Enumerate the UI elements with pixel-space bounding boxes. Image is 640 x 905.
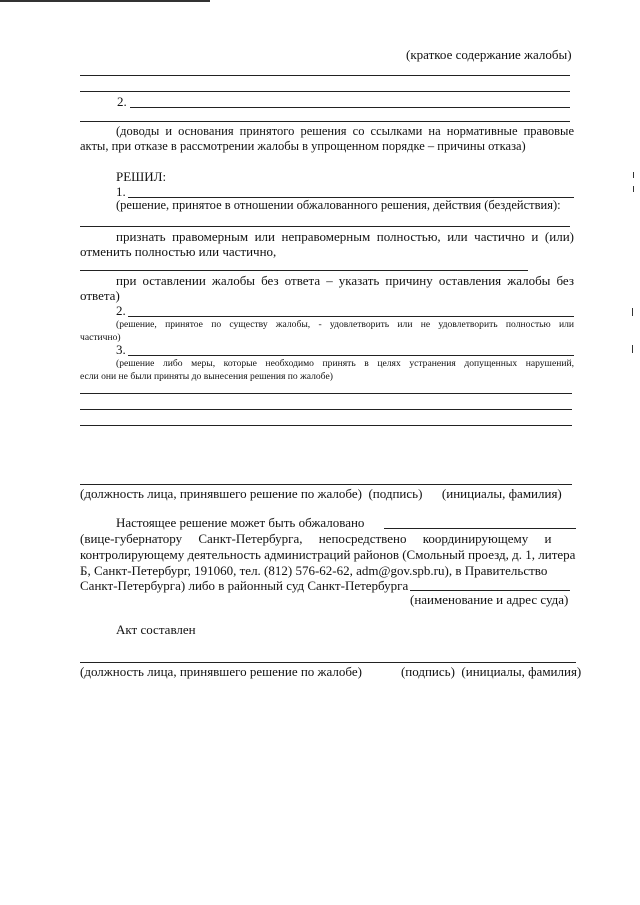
decision-caption: частично) xyxy=(80,332,121,343)
underline xyxy=(80,226,570,227)
recognize-text: отменить полностью или частично, xyxy=(80,244,277,259)
no-answer-line: при оставлении жалобы без ответа – указать причину оставления жалобы без xyxy=(116,273,574,288)
item-number: 2. xyxy=(117,94,127,109)
underline xyxy=(128,355,574,356)
signature-line xyxy=(80,484,572,485)
underline xyxy=(80,75,570,76)
measures-caption-line: (решение либо меры, которые необходимо принять в целях устранения допущенных нарушений, xyxy=(116,358,574,369)
court-caption: (наименование и адрес суда) xyxy=(410,592,569,607)
appeal-text: (вице-губернатору Санкт-Петербурга, непосредствено координирующему и xyxy=(80,531,552,546)
measures-caption xyxy=(80,357,574,370)
act-composed-text: Акт составлен xyxy=(116,622,196,637)
appeal-text: контролирующему деятельность администраций районов (Смольный проезд, д. 1, литера xyxy=(80,547,576,562)
recognize-line: признать правомерным или неправомерным полностью, или частично и (или) xyxy=(116,229,574,244)
signature-caption: (должность лица, принявшего решение по жалобе) (подпись) (инициалы, фамилия) xyxy=(80,664,582,679)
signature-caption: (должность лица, принявшего решение по жалобе) (подпись) (инициалы, фамилия) xyxy=(80,486,562,501)
scan-edge-mark xyxy=(632,308,633,316)
item-number: 2. xyxy=(116,303,126,318)
appeal-text: Настоящее решение может быть обжаловано xyxy=(116,515,365,530)
underline xyxy=(130,107,570,108)
decision-caption: (решение, принятое в отношении обжалованного решения, действия (бездействия): xyxy=(116,198,561,212)
underline xyxy=(80,121,570,122)
no-answer-text xyxy=(80,273,574,289)
underline xyxy=(80,409,572,410)
scan-edge-mark xyxy=(0,0,210,2)
appeal-text: Санкт-Петербурга) либо в районный суд Санкт-Петербурга xyxy=(80,578,409,593)
scan-edge-mark xyxy=(633,172,634,178)
underline xyxy=(128,316,574,317)
scan-edge-mark xyxy=(632,345,633,353)
complaint-summary-caption: (краткое содержание жалобы) xyxy=(406,47,572,62)
decision-caption-line: (решение, принятое по существу жалобы, - удовлетворить или не удовлетворить полностью или xyxy=(116,319,574,330)
underline xyxy=(80,91,570,92)
underline xyxy=(80,393,572,394)
underline xyxy=(80,425,572,426)
measures-caption: если они не были приняты до вынесения решения по жалобе) xyxy=(80,371,333,382)
reasons-caption: акты, при отказе в рассмотрении жалобы в упрощенном порядке – причины отказа) xyxy=(80,139,526,153)
reasons-caption xyxy=(80,124,574,139)
recognize-text xyxy=(80,229,574,245)
underline xyxy=(410,590,570,591)
signature-line xyxy=(80,662,576,663)
item-number: 3. xyxy=(116,342,126,357)
reasons-line: (доводы и основания принятого решения со ссылками на нормативные правовые xyxy=(116,124,574,138)
decision-caption xyxy=(80,318,574,331)
item-number: 1. xyxy=(116,184,126,199)
appeal-text: Б, Санкт-Петербург, 191060, тел. (812) 576-62-62, adm@gov.spb.ru), в Правительство xyxy=(80,563,548,578)
underline xyxy=(80,270,528,271)
decided-heading: РЕШИЛ: xyxy=(116,169,167,184)
underline xyxy=(384,528,576,529)
no-answer-text: ответа) xyxy=(80,288,120,303)
scan-edge-mark xyxy=(633,186,634,192)
